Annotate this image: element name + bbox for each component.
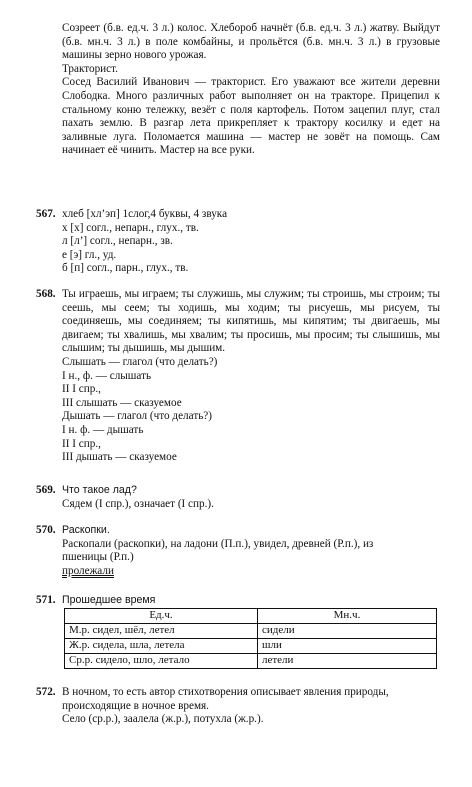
table-row: [65, 623, 437, 638]
analysis-line: Дышать — глагол (что делать?): [62, 410, 212, 423]
analysis-line: II I спр.,: [62, 437, 101, 450]
paragraph-harvest: Созреет (б.в. ед.ч. 3 л.) колос. Хлебороб начнёт (б.в. ед.ч. 3 л.) жатву. Выйдут (б.в. мн.ч. 3 л.) в поле комбайны, и прольётся (б.в. мн.ч. 3 л.) в грузовые машины зерно нового урожая.: [62, 22, 440, 62]
exercise-number: 569.: [36, 484, 56, 496]
header-singular: Ед.ч.: [65, 608, 258, 623]
cell-plural: летели: [258, 653, 437, 668]
exercise-567: [36, 208, 440, 276]
exercise-number: 571.: [36, 594, 56, 606]
answer-line: В ночном, то есть автор стихотворения описывает явления природы,: [62, 686, 389, 698]
analysis-line: III слышать — сказуемое: [62, 396, 182, 409]
cell-singular: М.р. сидел, шёл, летел: [65, 623, 258, 638]
exercise-number: 572.: [36, 686, 56, 698]
exercise-title: Прошедшее время: [62, 594, 156, 606]
verb-pairs-paragraph: Ты играешь, мы играем; ты служишь, мы служим; ты строишь, мы строим; ты сеешь, мы сеем; ты ходишь, мы ходим; ты рисуешь, мы рисуем, ты соединяешь, мы соединяем; ты кипятишь, мы кипятим; ты двигаешь, мы двигаем; ты хвалишь, мы хвалим; ты просишь, мы просим; ты слышишь, мы слышим; ты дышишь, мы дышим.: [62, 288, 440, 355]
analysis-line: II I спр.,: [62, 383, 101, 396]
exercise-title: Раскопки.: [62, 524, 110, 536]
table-row: [65, 653, 437, 668]
phonetic-line: л [л’] согл., непарн., зв.: [62, 235, 173, 248]
exercise-number: 568.: [36, 288, 56, 300]
answer-line: Село (ср.р.), заалела (ж.р.), потухла (ж.р.).: [62, 713, 264, 726]
exercise-570: [36, 524, 440, 578]
exercise-571: [36, 594, 440, 669]
header-plural: Мн.ч.: [258, 608, 437, 623]
cell-plural: шли: [258, 638, 437, 653]
cell-plural: сидели: [258, 623, 437, 638]
exercise-569: [36, 484, 440, 511]
phonetic-line: б [п] согл., парн., глух., тв.: [62, 262, 189, 275]
analysis-line: Слышать — глагол (что делать?): [62, 355, 218, 368]
phonetic-line: х [х] согл., непарн., глух., тв.: [62, 221, 199, 234]
paragraph-title-tractorist: Тракторист.: [62, 62, 118, 75]
continuation-text: [36, 22, 440, 158]
analysis-line: I н. ф. — дышать: [62, 423, 144, 436]
parsed-sentence-line: Раскопали (раскопки), на ладони (П.п.), увидел, древней (Р.п.), из: [62, 537, 374, 550]
paragraph-tractorist: Сосед Василий Иванович — тракторист. Его уважают все жители деревни Слободка. Много различных работ выполняет он на тракторе. Прицепил к стальному коню тележку, везёт с поля картофель. Потом зацепил плуг, стал пахать землю. В разгар лета прикрепляет к трактору косилку и едет на заливные луга. Поломается машина — мастер не зовёт на помощь. Сам начинает её чинить. Мастер на все руки.: [62, 76, 440, 157]
analysis-line: III дышать — сказуемое: [62, 451, 177, 464]
table-row: [65, 638, 437, 653]
exercise-572: [36, 686, 440, 727]
exercise-568: [36, 288, 440, 465]
cell-singular: Ср.р. сидело, шло, летало: [65, 653, 258, 668]
exercise-number: 570.: [36, 524, 56, 536]
phonetic-line: хлеб [хл’эп] 1слог,4 буквы, 4 звука: [62, 208, 228, 220]
answer-line: Сядем (I спр.), означает (I спр.).: [62, 497, 214, 510]
phonetic-line: е [э] гл., уд.: [62, 248, 117, 261]
table-header-row: [65, 608, 437, 623]
cell-singular: Ж.р. сидела, шла, летела: [65, 638, 258, 653]
answer-line: происходящие в ночное время.: [62, 699, 209, 712]
analysis-line: I н., ф. — слышать: [62, 369, 152, 382]
question-line: Что такое лад?: [62, 484, 137, 496]
past-tense-table: [64, 608, 437, 669]
exercise-number: 567.: [36, 208, 56, 220]
parsed-sentence-line: пшеницы (Р.п.): [62, 551, 134, 564]
predicate-word: пролежали: [62, 564, 114, 577]
